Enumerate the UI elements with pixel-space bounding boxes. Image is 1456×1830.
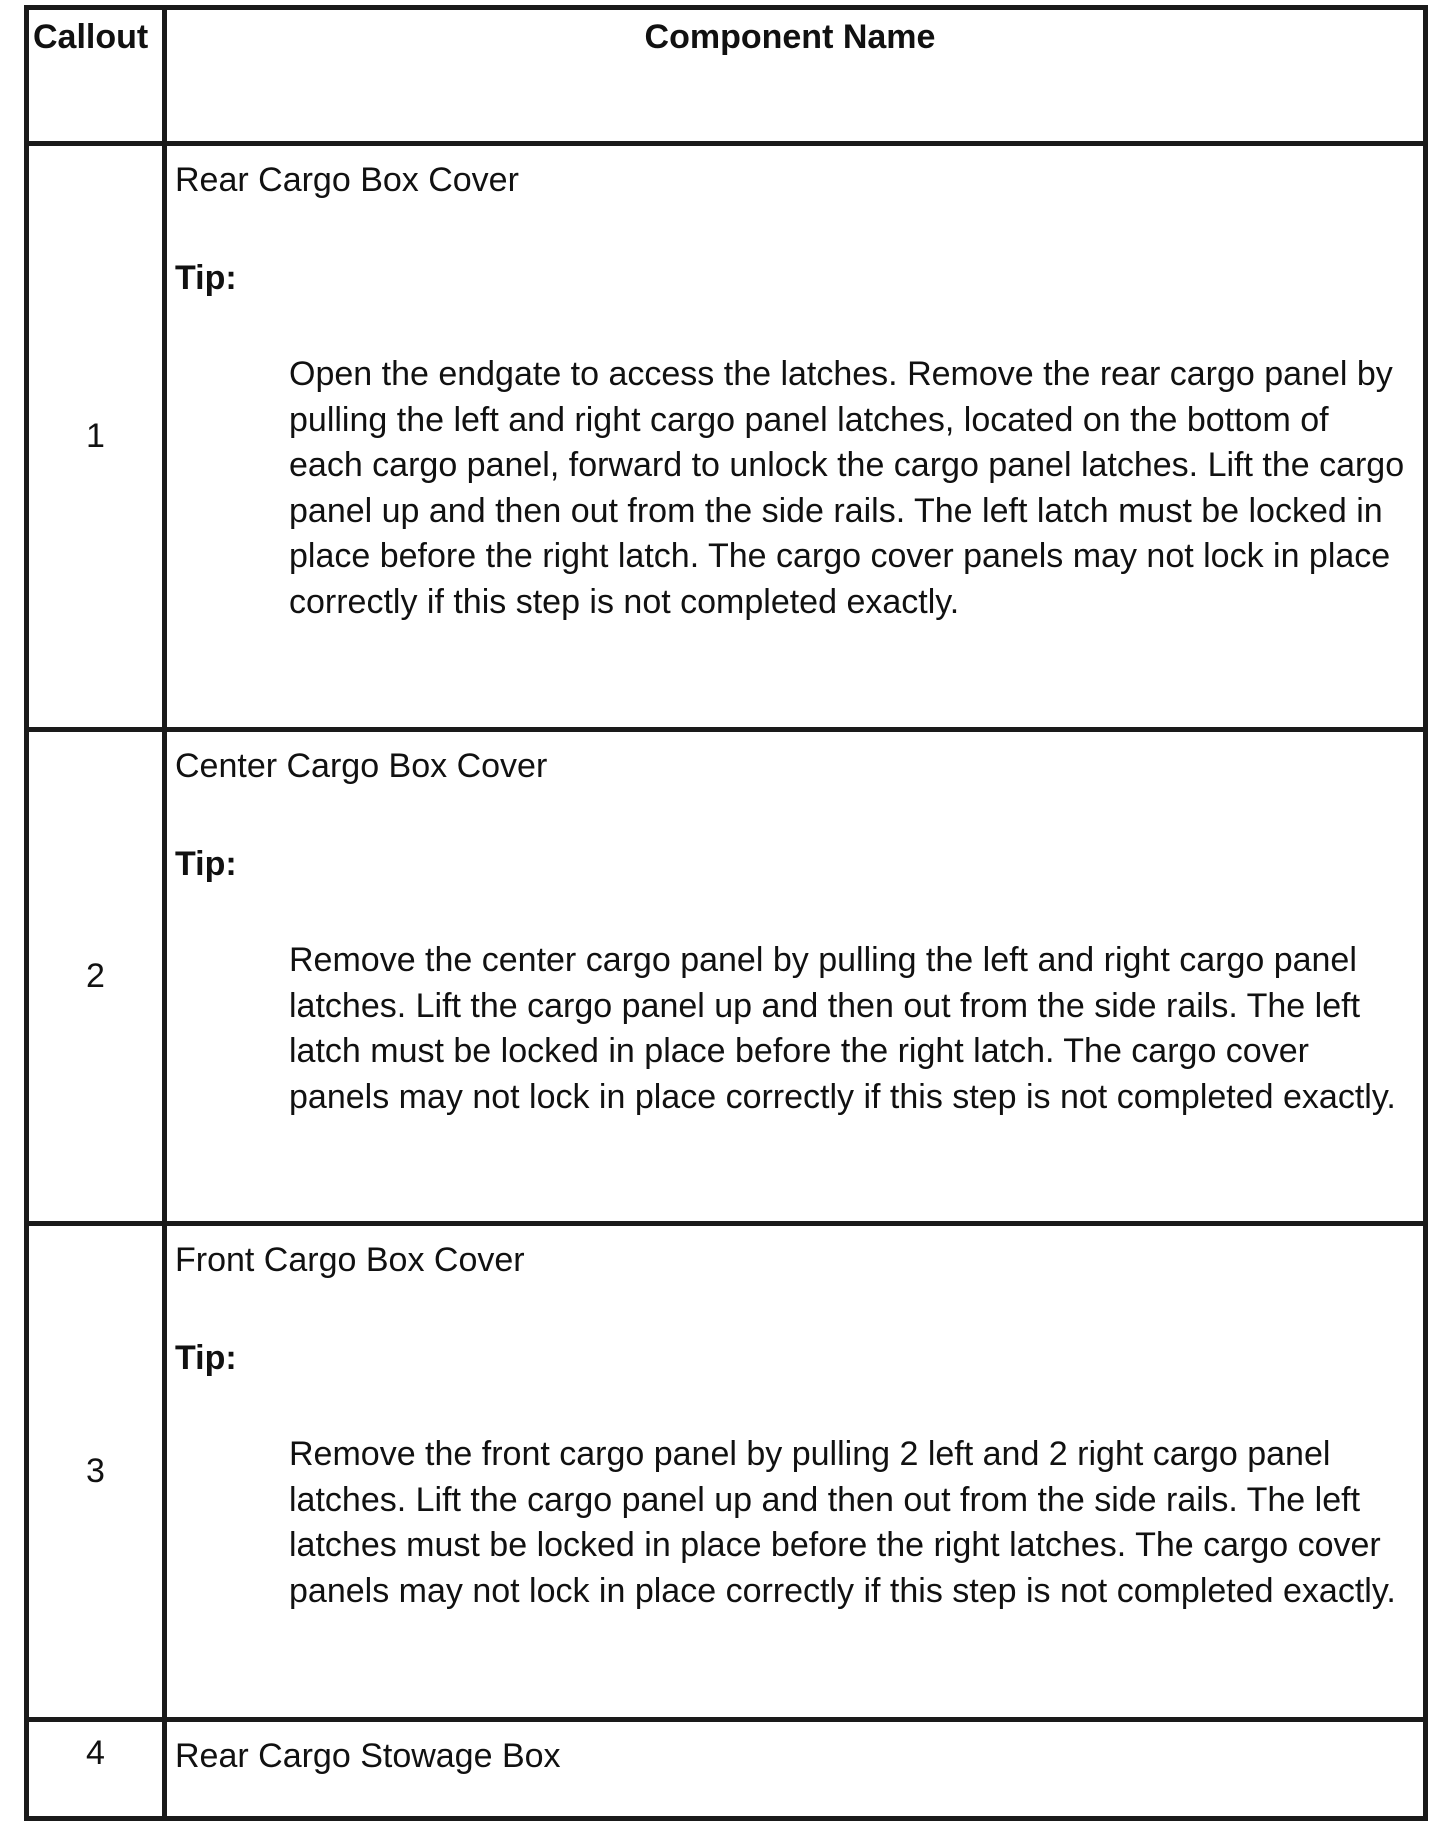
component-cell [167,146,1423,727]
component-name: Rear Cargo Box Cover [175,161,519,199]
tip-label: Tip: [175,259,237,297]
tip-text: Open the endgate to access the latches. Remove the rear cargo panel by pulling the left and right cargo panel latches, located on the bottom of each cargo panel, forward to unlock the cargo panel latches. Lift the cargo panel up and then out from the side rails. The left latch must be locked in place before the right latch. The cargo cover panels may not lock in place correctly if this step is not completed exactly. [289,355,1405,621]
component-table [24,5,1428,1821]
table-header-row [29,10,1423,146]
component-name: Rear Cargo Stowage Box [175,1737,561,1775]
table-row [29,1226,1423,1722]
callout-number: 4 [29,1722,167,1816]
table-row [29,1722,1423,1816]
tip-label: Tip: [175,845,237,883]
callout-column-header: Callout [29,10,167,141]
table-row [29,732,1423,1226]
component-name-column-header: Component Name [644,18,936,56]
table-row [29,146,1423,732]
component-name: Front Cargo Box Cover [175,1241,525,1279]
callout-number: 1 [29,146,167,727]
tip-text: Remove the center cargo panel by pulling the left and right cargo panel latches. Lift the cargo panel up and then out from the side rails. The left latch must be locked in place before the right latch. The cargo cover panels may not lock in place correctly if this step is not completed exactly. [289,941,1396,1116]
component-cell [167,732,1423,1221]
tip-label: Tip: [175,1339,237,1377]
component-cell [167,1722,1423,1816]
component-name: Center Cargo Box Cover [175,747,548,785]
callout-number: 2 [29,732,167,1221]
component-cell [167,1226,1423,1717]
callout-number: 3 [29,1226,167,1717]
tip-text: Remove the front cargo panel by pulling 2 left and 2 right cargo panel latches. Lift the cargo panel up and then out from the side rails. The left latches must be locked in place before the right latches. The cargo cover panels may not lock in place correctly if this step is not completed exactly. [289,1435,1396,1610]
